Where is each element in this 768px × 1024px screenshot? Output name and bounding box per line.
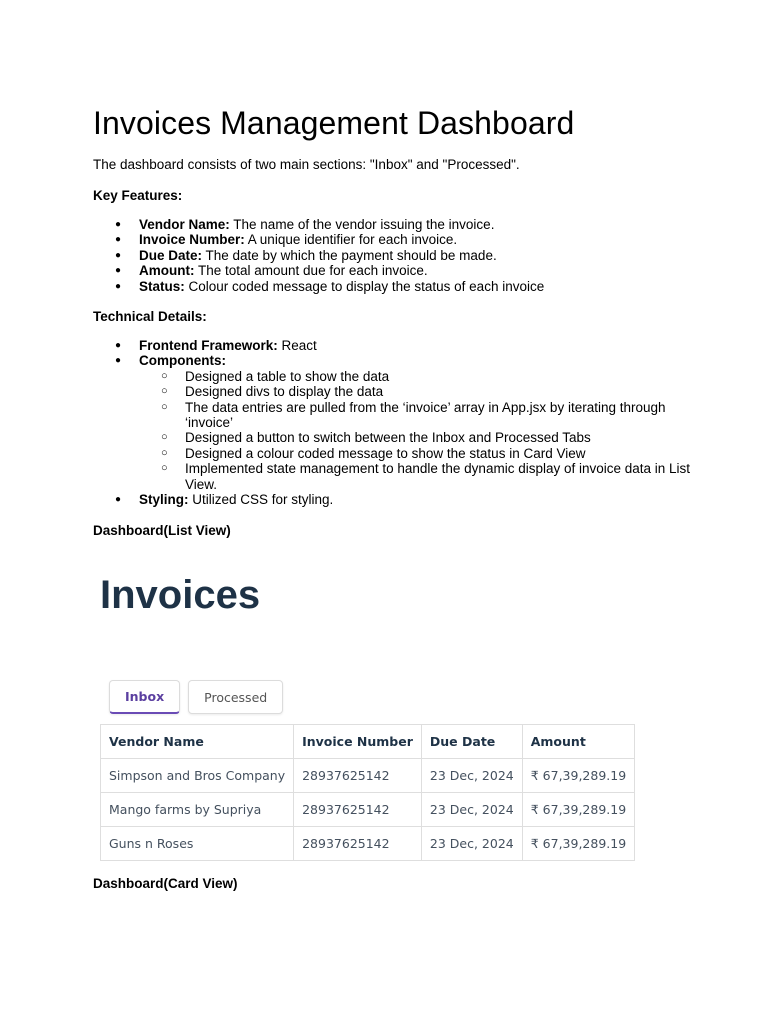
header-due-date: Due Date — [421, 725, 522, 759]
card-view-caption: Dashboard(Card View) — [93, 876, 238, 891]
table-row — [101, 759, 635, 793]
table-header-row — [101, 725, 635, 759]
list-item: ● Due Date: The date by which the payment should be made. — [93, 248, 693, 263]
cell-invoice-number: 28937625142 — [294, 827, 422, 861]
intro-paragraph: The dashboard consists of two main sections: "Inbox" and "Processed". — [93, 157, 520, 172]
cell-due-date: 23 Dec, 2024 — [421, 827, 522, 861]
table-row — [101, 827, 635, 861]
cell-amount: ₹ 67,39,289.19 — [522, 759, 634, 793]
list-item: ● Components: ○ Designed a table to show the data ○ Designed divs to display the data ○ The data entries are pulled from the ‘invoice’ array in App.jsx by iterating through ‘invoice’ ○ Designed a button to switch between the Inbox and Processed Tabs ○ Designed a colour coded message to show the status in Card View ○ Implemented state management to handle the dynamic display of invoice data in List View. — [93, 353, 693, 492]
list-item: ○ Implemented state management to handle the dynamic display of invoice data in List View. — [139, 461, 693, 492]
list-item: ● Status: Colour coded message to display the status of each invoice — [93, 279, 693, 294]
list-item: ● Vendor Name: The name of the vendor issuing the invoice. — [93, 217, 693, 232]
list-view-caption: Dashboard(List View) — [93, 522, 231, 538]
list-item: ● Frontend Framework: React — [93, 338, 693, 353]
list-item: ● Invoice Number: A unique identifier for each invoice. — [93, 232, 693, 247]
cell-amount: ₹ 67,39,289.19 — [522, 827, 634, 861]
list-item: ○ The data entries are pulled from the ‘invoice’ array in App.jsx by iterating through ‘invoice’ — [139, 400, 693, 431]
tab-processed[interactable]: Processed — [188, 680, 283, 714]
cell-invoice-number: 28937625142 — [294, 759, 422, 793]
invoices-table — [100, 724, 635, 861]
list-item: ○ Designed a colour coded message to show the status in Card View — [139, 446, 693, 461]
cell-due-date: 23 Dec, 2024 — [421, 759, 522, 793]
cell-vendor: Mango farms by Supriya — [101, 793, 294, 827]
components-list — [139, 369, 693, 492]
invoices-title: Invoices — [100, 573, 261, 617]
technical-details-list — [93, 338, 693, 507]
document-title: Invoices Management Dashboard — [93, 105, 575, 141]
cell-amount: ₹ 67,39,289.19 — [522, 793, 634, 827]
header-amount: Amount — [522, 725, 634, 759]
cell-invoice-number: 28937625142 — [294, 793, 422, 827]
cell-due-date: 23 Dec, 2024 — [421, 793, 522, 827]
tab-inbox[interactable]: Inbox — [109, 680, 180, 714]
cell-vendor: Simpson and Bros Company — [101, 759, 294, 793]
header-vendor-name: Vendor Name — [101, 725, 294, 759]
document-body — [93, 104, 693, 539]
list-item: ● Amount: The total amount due for each invoice. — [93, 263, 693, 278]
list-item: ○ Designed a table to show the data — [139, 369, 693, 384]
tab-bar — [109, 680, 283, 714]
key-features-list — [93, 217, 693, 294]
table-row — [101, 793, 635, 827]
list-view-screenshot — [100, 570, 627, 851]
list-item: ○ Designed a button to switch between the Inbox and Processed Tabs — [139, 430, 693, 445]
header-invoice-number: Invoice Number — [294, 725, 422, 759]
list-item: ○ Designed divs to display the data — [139, 384, 693, 399]
cell-vendor: Guns n Roses — [101, 827, 294, 861]
list-item: ● Styling: Utilized CSS for styling. — [93, 492, 693, 507]
key-features-heading: Key Features: — [93, 188, 183, 203]
technical-details-heading: Technical Details: — [93, 309, 207, 325]
